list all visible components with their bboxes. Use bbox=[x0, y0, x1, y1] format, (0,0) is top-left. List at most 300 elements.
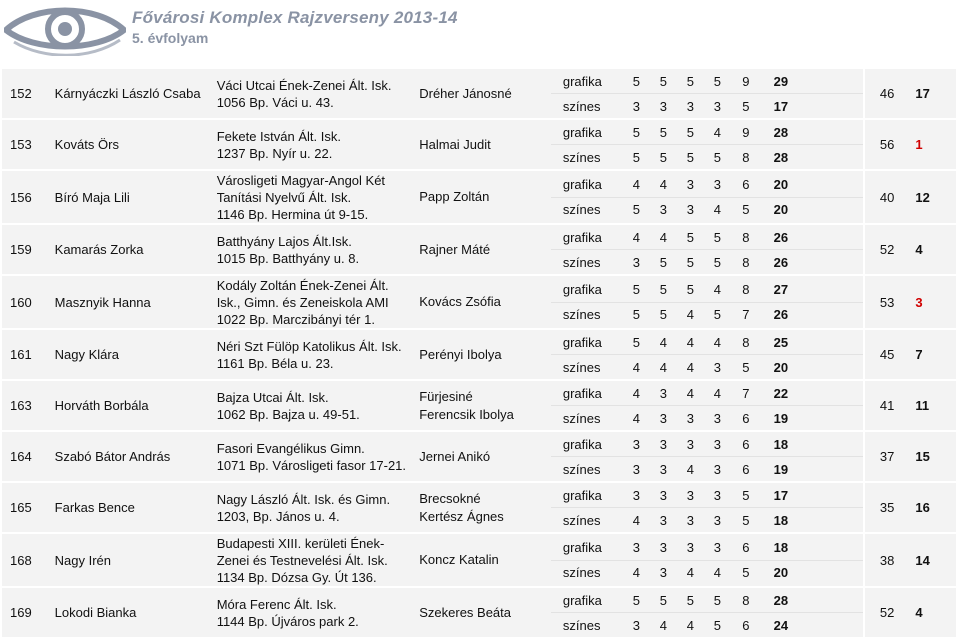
score-value: 5 bbox=[659, 149, 667, 165]
school-line: 1144 Bp. Újváros park 2. bbox=[216, 613, 359, 629]
score-value: 5 bbox=[686, 229, 694, 245]
score-value: 7 bbox=[742, 385, 750, 401]
grafika-scores bbox=[551, 588, 863, 612]
grafika-scores bbox=[551, 69, 863, 93]
teacher-name bbox=[419, 170, 551, 224]
school-line: Fasori Evangélikus Gimn. bbox=[216, 440, 365, 456]
score-value: 4 bbox=[632, 512, 640, 528]
placement: 4 bbox=[909, 587, 956, 638]
school-line: 1022 Bp. Marczibányi tér 1. bbox=[216, 311, 375, 327]
category-label: színes bbox=[562, 512, 601, 528]
teacher-line: Koncz Katalin bbox=[419, 552, 499, 567]
school-info bbox=[217, 275, 420, 329]
school-line: Tanítási Nyelvű Ált. Isk. bbox=[216, 189, 352, 205]
score-value: 5 bbox=[632, 202, 640, 217]
table-row bbox=[2, 119, 956, 170]
score-value: 5 bbox=[686, 254, 694, 270]
teacher-name bbox=[419, 119, 551, 170]
table-row bbox=[2, 431, 956, 482]
score-value: 4 bbox=[659, 359, 667, 375]
category-label: színes bbox=[562, 98, 601, 114]
total-score: 38 bbox=[864, 533, 910, 587]
student-name: Kamarás Zorka bbox=[55, 224, 217, 275]
score-value: 3 bbox=[686, 410, 694, 426]
teacher-name bbox=[419, 275, 551, 329]
score-value: 5 bbox=[686, 592, 694, 608]
score-value: 4 bbox=[713, 565, 721, 580]
total-score: 52 bbox=[864, 587, 910, 638]
school-line: 1146 Bp. Hermina út 9-15. bbox=[216, 206, 369, 222]
school-line: Bajza Utcai Ált. Isk. bbox=[216, 389, 329, 405]
score-value: 5 bbox=[742, 512, 750, 528]
score-value: 3 bbox=[632, 461, 640, 477]
score-value: 4 bbox=[686, 359, 694, 375]
teacher-line: Fürjesiné bbox=[419, 388, 473, 404]
school-line: Nagy László Ált. Isk. és Gimn. bbox=[216, 491, 391, 507]
results-table bbox=[2, 69, 956, 639]
score-value: 5 bbox=[632, 282, 640, 297]
grafika-scores bbox=[551, 381, 863, 405]
score-value: 3 bbox=[632, 436, 640, 452]
score-value: 3 bbox=[713, 177, 721, 192]
teacher-line: Brecsokné bbox=[419, 490, 481, 506]
szines-scores bbox=[551, 93, 863, 118]
table-row bbox=[2, 275, 956, 329]
school-line: 1056 Bp. Váci u. 43. bbox=[216, 94, 334, 110]
teacher-line: Jernei Anikó bbox=[419, 448, 491, 464]
score-value: 8 bbox=[742, 592, 750, 608]
student-name: Kárnyáczki László Csaba bbox=[55, 69, 217, 119]
score-value: 3 bbox=[686, 512, 694, 528]
category-total: 18 bbox=[773, 436, 789, 452]
score-value: 4 bbox=[632, 385, 640, 401]
score-value: 6 bbox=[742, 461, 750, 477]
score-value: 5 bbox=[659, 307, 667, 322]
score-value: 6 bbox=[742, 540, 750, 555]
school-info bbox=[217, 587, 420, 638]
table-row bbox=[2, 69, 956, 119]
score-value: 9 bbox=[742, 73, 750, 89]
grafika-scores bbox=[551, 173, 863, 197]
category-label: grafika bbox=[562, 124, 602, 140]
category-total: 22 bbox=[773, 385, 789, 401]
total-score: 37 bbox=[864, 431, 910, 482]
score-value: 3 bbox=[659, 565, 667, 580]
entry-number: 168 bbox=[2, 533, 55, 587]
score-value: 5 bbox=[742, 359, 750, 375]
score-value: 8 bbox=[742, 282, 750, 297]
score-value: 5 bbox=[713, 592, 721, 608]
score-value: 5 bbox=[713, 149, 721, 165]
category-total: 20 bbox=[773, 202, 789, 217]
category-label: színes bbox=[562, 307, 601, 322]
score-value: 6 bbox=[742, 617, 750, 633]
score-value: 4 bbox=[686, 461, 694, 477]
grafika-scores bbox=[551, 536, 863, 560]
score-value: 3 bbox=[659, 461, 667, 477]
szines-scores bbox=[551, 612, 863, 637]
school-info bbox=[217, 431, 420, 482]
category-label: színes bbox=[562, 149, 601, 165]
teacher-name bbox=[419, 482, 551, 533]
table-row bbox=[2, 224, 956, 275]
score-value: 3 bbox=[713, 487, 721, 503]
score-value: 4 bbox=[713, 385, 721, 401]
teacher-line: Rajner Máté bbox=[419, 241, 491, 257]
category-label: színes bbox=[562, 410, 601, 426]
score-value: 3 bbox=[713, 512, 721, 528]
placement: 14 bbox=[909, 533, 956, 587]
score-value: 4 bbox=[632, 177, 640, 192]
entry-number: 156 bbox=[2, 170, 55, 224]
score-value: 5 bbox=[659, 254, 667, 270]
teacher-name bbox=[419, 431, 551, 482]
table-row bbox=[2, 380, 956, 431]
category-label: színes bbox=[562, 359, 601, 375]
score-value: 5 bbox=[713, 229, 721, 245]
category-total: 20 bbox=[773, 177, 789, 192]
school-info bbox=[217, 482, 420, 533]
category-label: színes bbox=[562, 461, 601, 477]
school-line: 1161 Bp. Béla u. 23. bbox=[216, 355, 334, 371]
teacher-name bbox=[419, 69, 551, 119]
category-total: 18 bbox=[773, 512, 789, 528]
szines-scores bbox=[551, 354, 863, 379]
placement: 7 bbox=[909, 329, 956, 380]
student-name: Szabó Bátor András bbox=[55, 431, 217, 482]
score-value: 3 bbox=[659, 540, 667, 555]
eye-logo-icon bbox=[4, 0, 126, 56]
score-value: 4 bbox=[686, 617, 694, 633]
score-value: 3 bbox=[659, 202, 667, 217]
grafika-scores bbox=[551, 432, 863, 456]
scores-cell bbox=[551, 587, 864, 638]
school-line: Fekete István Ált. Isk. bbox=[216, 128, 341, 144]
score-value: 5 bbox=[686, 149, 694, 165]
score-value: 5 bbox=[713, 307, 721, 322]
score-value: 3 bbox=[659, 436, 667, 452]
szines-scores bbox=[551, 197, 863, 222]
score-value: 4 bbox=[659, 177, 667, 192]
score-value: 3 bbox=[632, 254, 640, 270]
score-value: 3 bbox=[659, 98, 667, 114]
score-value: 5 bbox=[632, 124, 640, 140]
score-value: 3 bbox=[686, 540, 694, 555]
entry-number: 152 bbox=[2, 69, 55, 119]
score-value: 5 bbox=[632, 307, 640, 322]
teacher-name bbox=[419, 329, 551, 380]
student-name: Farkas Bence bbox=[55, 482, 217, 533]
score-value: 4 bbox=[686, 565, 694, 580]
entry-number: 165 bbox=[2, 482, 55, 533]
score-value: 8 bbox=[742, 149, 750, 165]
scores-cell bbox=[551, 329, 864, 380]
score-value: 3 bbox=[659, 512, 667, 528]
scores-cell bbox=[551, 119, 864, 170]
student-name: Bíró Maja Lili bbox=[55, 170, 217, 224]
entry-number: 163 bbox=[2, 380, 55, 431]
szines-scores bbox=[551, 507, 863, 532]
placement: 4 bbox=[909, 224, 956, 275]
score-value: 5 bbox=[659, 592, 667, 608]
score-value: 3 bbox=[632, 540, 640, 555]
score-value: 6 bbox=[742, 177, 750, 192]
category-label: színes bbox=[562, 617, 601, 633]
category-total: 17 bbox=[773, 487, 789, 503]
scores-cell bbox=[551, 380, 864, 431]
score-value: 8 bbox=[742, 334, 750, 350]
szines-scores bbox=[551, 456, 863, 481]
category-label: grafika bbox=[562, 592, 602, 608]
score-value: 5 bbox=[659, 73, 667, 89]
category-total: 29 bbox=[773, 73, 789, 89]
score-value: 3 bbox=[713, 98, 721, 114]
score-value: 4 bbox=[632, 229, 640, 245]
student-name: Horváth Borbála bbox=[55, 380, 217, 431]
scores-cell bbox=[551, 533, 864, 587]
score-value: 3 bbox=[659, 487, 667, 503]
entry-number: 160 bbox=[2, 275, 55, 329]
scores-cell bbox=[551, 170, 864, 224]
table-row bbox=[2, 587, 956, 638]
school-info bbox=[217, 380, 420, 431]
placement: 11 bbox=[909, 380, 956, 431]
school-line: Kodály Zoltán Ének-Zenei Ált. bbox=[216, 277, 389, 293]
total-score: 46 bbox=[864, 69, 910, 119]
category-label: színes bbox=[562, 202, 601, 217]
category-label: színes bbox=[562, 565, 601, 580]
grafika-scores bbox=[551, 120, 863, 144]
school-line: 1015 Bp. Batthyány u. 8. bbox=[216, 250, 360, 266]
school-info bbox=[217, 170, 420, 224]
grafika-scores bbox=[551, 278, 863, 302]
score-value: 3 bbox=[659, 410, 667, 426]
teacher-line: Papp Zoltán bbox=[419, 189, 490, 204]
total-score: 45 bbox=[864, 329, 910, 380]
table-row bbox=[2, 329, 956, 380]
score-value: 5 bbox=[686, 282, 694, 297]
category-label: grafika bbox=[562, 73, 602, 89]
score-value: 4 bbox=[713, 282, 721, 297]
school-line: 1071 Bp. Városligeti fasor 17-21. bbox=[216, 457, 407, 473]
teacher-line: Kertész Ágnes bbox=[419, 508, 504, 524]
total-score: 40 bbox=[864, 170, 910, 224]
score-value: 3 bbox=[686, 177, 694, 192]
category-total: 26 bbox=[773, 229, 789, 245]
grafika-scores bbox=[551, 483, 863, 507]
szines-scores bbox=[551, 144, 863, 169]
teacher-line: Halmai Judit bbox=[419, 136, 491, 152]
teacher-line: Ferencsik Ibolya bbox=[419, 406, 514, 422]
szines-scores bbox=[551, 405, 863, 430]
school-line: Móra Ferenc Ált. Isk. bbox=[216, 596, 337, 612]
placement: 1 bbox=[909, 119, 956, 170]
scores-cell bbox=[551, 224, 864, 275]
score-value: 4 bbox=[659, 334, 667, 350]
category-total: 19 bbox=[773, 461, 789, 477]
school-info bbox=[217, 533, 420, 587]
score-value: 5 bbox=[659, 282, 667, 297]
school-info bbox=[217, 119, 420, 170]
score-value: 5 bbox=[742, 487, 750, 503]
placement: 17 bbox=[909, 69, 956, 119]
score-value: 3 bbox=[713, 359, 721, 375]
table-row bbox=[2, 170, 956, 224]
score-value: 3 bbox=[659, 385, 667, 401]
category-total: 25 bbox=[773, 334, 789, 350]
student-name: Masznyik Hanna bbox=[55, 275, 217, 329]
table-row bbox=[2, 533, 956, 587]
category-label: grafika bbox=[562, 177, 602, 192]
entry-number: 159 bbox=[2, 224, 55, 275]
page-header bbox=[0, 0, 960, 66]
teacher-line: Szekeres Beáta bbox=[419, 604, 512, 620]
score-value: 5 bbox=[742, 98, 750, 114]
total-score: 53 bbox=[864, 275, 910, 329]
score-value: 3 bbox=[713, 436, 721, 452]
school-info bbox=[217, 69, 420, 119]
category-total: 24 bbox=[773, 617, 789, 633]
school-line: 1062 Bp. Bajza u. 49-51. bbox=[216, 406, 360, 422]
category-label: grafika bbox=[562, 487, 602, 503]
page-subtitle: 5. évfolyam bbox=[132, 30, 209, 46]
school-line: Váci Utcai Ének-Zenei Ált. Isk. bbox=[216, 77, 392, 93]
scores-cell bbox=[551, 482, 864, 533]
school-line: 1237 Bp. Nyír u. 22. bbox=[216, 145, 333, 161]
score-value: 5 bbox=[742, 565, 750, 580]
scores-cell bbox=[551, 431, 864, 482]
total-score: 41 bbox=[864, 380, 910, 431]
score-value: 3 bbox=[713, 410, 721, 426]
student-name: Nagy Klára bbox=[55, 329, 217, 380]
category-label: grafika bbox=[562, 540, 602, 555]
score-value: 5 bbox=[713, 254, 721, 270]
placement: 15 bbox=[909, 431, 956, 482]
score-value: 3 bbox=[632, 98, 640, 114]
category-total: 20 bbox=[773, 359, 789, 375]
school-line: 1203, Bp. János u. 4. bbox=[216, 508, 340, 524]
szines-scores bbox=[551, 249, 863, 274]
szines-scores bbox=[551, 302, 863, 327]
score-value: 9 bbox=[742, 124, 750, 140]
score-value: 4 bbox=[632, 359, 640, 375]
page-title: Fővárosi Komplex Rajzverseny 2013-14 bbox=[132, 8, 458, 27]
placement: 16 bbox=[909, 482, 956, 533]
school-line: Városligeti Magyar-Angol Két bbox=[216, 172, 386, 188]
category-label: színes bbox=[562, 254, 601, 270]
score-value: 3 bbox=[686, 202, 694, 217]
score-value: 4 bbox=[686, 385, 694, 401]
category-total: 17 bbox=[773, 98, 789, 114]
student-name: Lokodi Bianka bbox=[55, 587, 217, 638]
entry-number: 169 bbox=[2, 587, 55, 638]
score-value: 6 bbox=[742, 436, 750, 452]
teacher-line: Dréher Jánosné bbox=[419, 85, 512, 101]
school-line: Néri Szt Fülöp Katolikus Ált. Isk. bbox=[216, 338, 402, 354]
student-name: Kováts Örs bbox=[55, 119, 217, 170]
category-total: 27 bbox=[773, 282, 789, 297]
placement: 3 bbox=[909, 275, 956, 329]
category-label: grafika bbox=[562, 436, 602, 452]
student-name: Nagy Irén bbox=[55, 533, 217, 587]
category-total: 26 bbox=[773, 307, 789, 322]
score-value: 4 bbox=[713, 202, 721, 217]
score-value: 3 bbox=[686, 98, 694, 114]
teacher-name bbox=[419, 224, 551, 275]
category-total: 26 bbox=[773, 254, 789, 270]
school-line: Batthyány Lajos Ált.Isk. bbox=[216, 233, 352, 249]
teacher-name bbox=[419, 380, 551, 431]
score-value: 3 bbox=[713, 540, 721, 555]
total-score: 35 bbox=[864, 482, 910, 533]
score-value: 4 bbox=[713, 334, 721, 350]
total-score: 52 bbox=[864, 224, 910, 275]
entry-number: 153 bbox=[2, 119, 55, 170]
teacher-name bbox=[419, 533, 551, 587]
score-value: 5 bbox=[713, 617, 721, 633]
score-value: 5 bbox=[632, 73, 640, 89]
score-value: 3 bbox=[686, 436, 694, 452]
category-label: grafika bbox=[562, 282, 602, 297]
score-value: 3 bbox=[632, 487, 640, 503]
school-line: Budapesti XIII. kerületi Ének- bbox=[216, 535, 385, 551]
score-value: 7 bbox=[742, 307, 750, 322]
score-value: 5 bbox=[632, 334, 640, 350]
score-value: 5 bbox=[632, 149, 640, 165]
score-value: 3 bbox=[632, 617, 640, 633]
score-value: 3 bbox=[686, 487, 694, 503]
category-total: 28 bbox=[773, 592, 789, 608]
teacher-name bbox=[419, 587, 551, 638]
score-value: 5 bbox=[686, 124, 694, 140]
category-label: grafika bbox=[562, 229, 602, 245]
school-line: 1134 Bp. Dózsa Gy. Út 136. bbox=[216, 569, 377, 585]
category-total: 28 bbox=[773, 149, 789, 165]
school-info bbox=[217, 329, 420, 380]
category-total: 28 bbox=[773, 124, 789, 140]
teacher-line: Perényi Ibolya bbox=[419, 346, 502, 362]
school-line: Isk., Gimn. és Zeneiskola AMI bbox=[216, 294, 389, 310]
score-value: 4 bbox=[686, 307, 694, 322]
entry-number: 164 bbox=[2, 431, 55, 482]
score-value: 5 bbox=[742, 202, 750, 217]
score-value: 6 bbox=[742, 410, 750, 426]
grafika-scores bbox=[551, 225, 863, 249]
category-total: 20 bbox=[773, 565, 789, 580]
teacher-line: Kovács Zsófia bbox=[419, 294, 501, 309]
category-label: grafika bbox=[562, 334, 602, 350]
category-total: 19 bbox=[773, 410, 789, 426]
grafika-scores bbox=[551, 330, 863, 354]
score-value: 8 bbox=[742, 229, 750, 245]
score-value: 4 bbox=[713, 124, 721, 140]
category-label: grafika bbox=[562, 385, 602, 401]
score-value: 4 bbox=[632, 565, 640, 580]
scores-cell bbox=[551, 275, 864, 329]
score-value: 5 bbox=[659, 124, 667, 140]
score-value: 4 bbox=[659, 617, 667, 633]
total-score: 56 bbox=[864, 119, 910, 170]
score-value: 4 bbox=[632, 410, 640, 426]
score-value: 4 bbox=[686, 334, 694, 350]
score-value: 4 bbox=[659, 229, 667, 245]
school-line: Zenei és Testnevelési Ált. Isk. bbox=[216, 552, 388, 568]
entry-number: 161 bbox=[2, 329, 55, 380]
school-info bbox=[217, 224, 420, 275]
score-value: 8 bbox=[742, 254, 750, 270]
score-value: 5 bbox=[686, 73, 694, 89]
scores-cell bbox=[551, 69, 864, 119]
